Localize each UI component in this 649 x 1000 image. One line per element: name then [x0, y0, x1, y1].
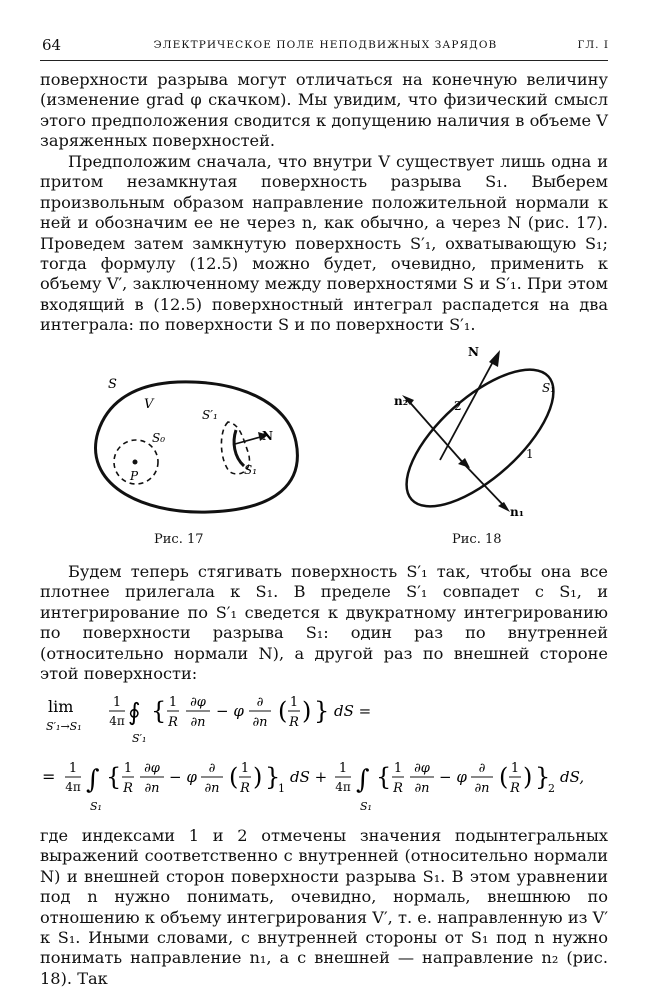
- eq2-lbrace1: {: [106, 763, 122, 791]
- eq1-f3-den: ∂n: [252, 715, 268, 730]
- equation-1: [40, 688, 608, 746]
- eq2-b-f1-num: 1: [393, 761, 403, 776]
- label-S1: S₁: [244, 463, 258, 477]
- label-S1: S₁: [542, 381, 556, 395]
- eq2-int1-sub: S₁: [90, 800, 102, 813]
- eq2-b-rbrace: }: [535, 763, 551, 791]
- eq1-f1-num: 1: [168, 695, 178, 710]
- eq2-coef1-num: 1: [68, 761, 78, 776]
- label-N: N: [262, 429, 273, 443]
- page-number: 64: [42, 36, 62, 54]
- eq2-b-f2-den: ∂n: [414, 781, 430, 796]
- eq2-b-f4-num: 1: [510, 761, 520, 776]
- eq2-coef1-den: 4π: [65, 780, 81, 794]
- eq2-a-f3-den: ∂n: [204, 781, 220, 796]
- eq2-idx2: 2: [548, 782, 555, 795]
- eq1-lim: lim: [48, 697, 74, 716]
- eq1-rparen: ): [302, 697, 312, 725]
- eq2-a-f1-num: 1: [123, 761, 133, 776]
- eq2-mid: dS +: [290, 768, 328, 786]
- figure-18: [370, 340, 570, 520]
- header-rule: [40, 60, 608, 61]
- label-S0: S₀: [152, 431, 166, 445]
- eq2-a-lparen: (: [229, 763, 239, 791]
- label-1: 1: [526, 447, 534, 461]
- eq2-b-f2-num: ∂φ: [414, 761, 430, 776]
- eq2-lbrace2: {: [376, 763, 392, 791]
- eq1-f3-num: ∂: [256, 695, 264, 710]
- eq2-int2: ∫: [356, 765, 370, 795]
- paragraph-1: поверхности разрыва могут отличаться на конечную величину (изменение grad φ скачком). Мы увидим, что физический смысл этого предположения сводится к допущению наличия в объеме V заряженных поверхностей.: [40, 70, 608, 151]
- eq2-int2-sub: S₁: [360, 800, 372, 813]
- eq1-lbrace: {: [151, 697, 167, 725]
- paragraph-3: Будем теперь стягивать поверхность S′₁ так, чтобы она все плотнее прилегала к S₁. В пределе S′₁ совпадет с S₁, и интегрирование по S′₁ сведется к двукратному интегрированию по поверхности разрыва S₁: один раз по внутренней (относительно нормали N), а другой раз по внешней стороне этой поверхности:: [40, 562, 608, 684]
- eq2-idx1: 1: [278, 782, 285, 795]
- label-P: P: [130, 469, 139, 483]
- eq2-a-rbrace: }: [265, 763, 281, 791]
- eq1-f4-den: R: [289, 715, 299, 730]
- eq2-eq-sign: =: [42, 767, 56, 786]
- eq2-a-f2-den: ∂n: [144, 781, 160, 796]
- eq1-coef-num: 1: [112, 695, 122, 710]
- eq2-b-minus-phi: − φ: [439, 768, 467, 786]
- label-n2: n₂: [394, 394, 408, 408]
- header-title: ЭЛЕКТРИЧЕСКОЕ ПОЛЕ НЕПОДВИЖНЫХ ЗАРЯДОВ: [153, 39, 498, 51]
- eq1-coef-den: 4π: [109, 714, 125, 728]
- header-chapter: ГЛ. I: [577, 39, 609, 51]
- label-V: V: [144, 397, 154, 412]
- eq2-b-lparen: (: [499, 763, 509, 791]
- eq1-f1-den: R: [168, 715, 178, 730]
- eq2-a-f4-den: R: [240, 781, 250, 796]
- eq2-a-f2-num: ∂φ: [144, 761, 160, 776]
- eq2-int1: ∫: [86, 765, 100, 795]
- eq1-lparen: (: [278, 697, 288, 725]
- caption-fig18: Рис. 18: [452, 532, 502, 547]
- eq1-oint-sub: S′₁: [132, 732, 147, 745]
- eq1-f2-den: ∂n: [190, 715, 206, 730]
- label-S: S: [108, 377, 117, 392]
- eq2-a-f4-num: 1: [240, 761, 250, 776]
- normal-n1-line: [465, 465, 506, 508]
- eq1-lim-sub: S′₁→S₁: [46, 720, 82, 733]
- eq1-minus-phi: − φ: [216, 702, 244, 720]
- equation-2: [40, 752, 608, 814]
- eq2-a-f3-num: ∂: [208, 761, 216, 776]
- eq1-rbrace: }: [314, 697, 330, 725]
- figure-17: [78, 372, 308, 522]
- label-N: N: [468, 345, 479, 359]
- paragraph-4: где индексами 1 и 2 отмечены значения подынтегральных выражений соответственно с внутренней (относительно нормали N) и внешней сторон поверхности разрыва S₁. В этом уравнении под n нужно понимать, очевидно, нормаль, внешнюю по отношению к объему интегрирования V′, т. е. направленную из V′ к S₁. Иными словами, с внутренней стороны от S₁ под n нужно понимать направление n₁, а с внешней — направление n₂ (рис. 18). Так: [40, 826, 608, 988]
- label-S1-prime: S′₁: [202, 408, 218, 422]
- eq1-f2-num: ∂φ: [190, 695, 206, 710]
- eq1-f4-num: 1: [289, 695, 299, 710]
- eq2-b-rparen: ): [523, 763, 533, 791]
- surface-S1: [234, 430, 244, 466]
- label-2: 2: [454, 399, 462, 413]
- eq2-end: dS,: [560, 768, 585, 786]
- paragraph-2: Предположим сначала, что внутри V существует лишь одна и притом незамкнутая поверхность разрыва S₁. Выберем произвольным образом направление положительной нормали к ней и обозначим ее не через n, как обычно, а через N (рис. 17). Проведем затем замкнутую поверхность S′₁, охватывающую S₁; тогда формулу (12.5) можно будет, очевидно, применить к объему V′, заключенному между поверхностями S и S′₁. При этом входящий в (12.5) поверхностный интеграл распадется на два интеграла: по поверхности S и по поверхности S′₁.: [40, 152, 608, 335]
- eq2-a-minus-phi: − φ: [169, 768, 197, 786]
- eq2-b-f4-den: R: [510, 781, 520, 796]
- point-P-dot: [133, 460, 138, 465]
- eq2-b-f1-den: R: [393, 781, 403, 796]
- normal-n1-arrowhead: [498, 502, 510, 512]
- eq2-b-f3-num: ∂: [478, 761, 486, 776]
- eq2-coef2-num: 1: [338, 761, 348, 776]
- eq2-a-rparen: ): [253, 763, 263, 791]
- outer-surface-S: [96, 382, 298, 512]
- eq1-tail: dS =: [334, 702, 372, 720]
- eq1-oint: ∮: [128, 698, 141, 726]
- label-n1: n₁: [510, 505, 524, 519]
- running-header: [42, 36, 609, 58]
- surface-S1: [385, 347, 570, 520]
- caption-fig17: Рис. 17: [154, 532, 204, 547]
- eq2-coef2-den: 4π: [335, 780, 351, 794]
- eq2-b-f3-den: ∂n: [474, 781, 490, 796]
- eq2-a-f1-den: R: [123, 781, 133, 796]
